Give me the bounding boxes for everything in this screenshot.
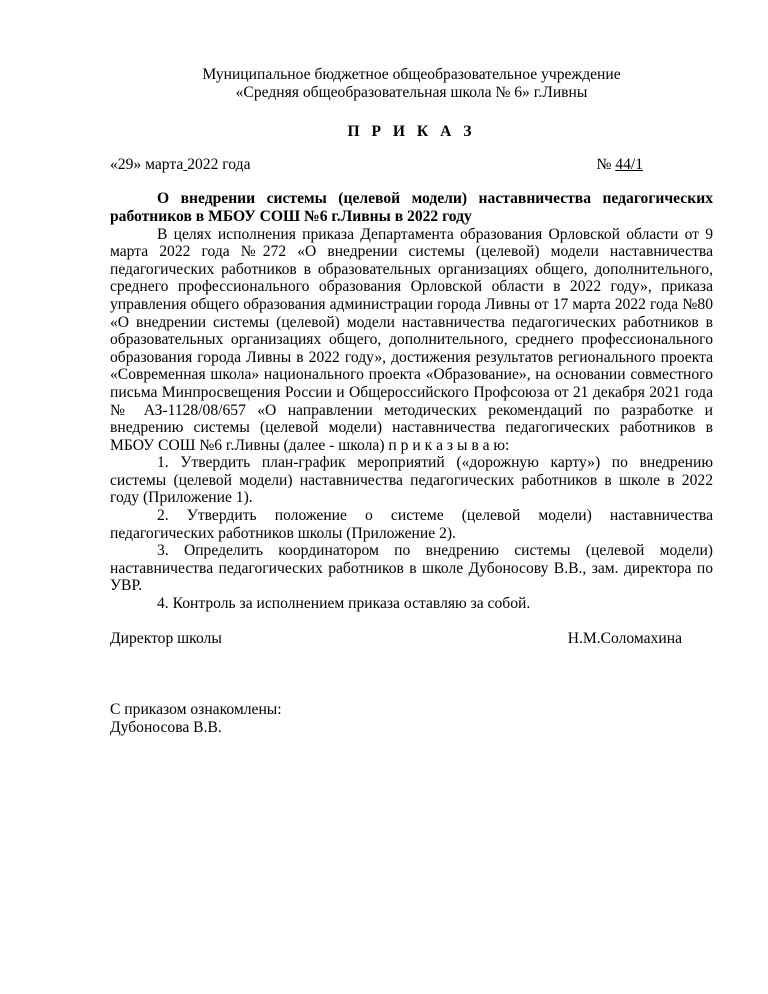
organization-header <box>110 66 713 101</box>
acknowledgement-block <box>110 701 713 736</box>
signature-block <box>110 630 713 648</box>
date-number-line <box>110 156 713 174</box>
order-item-1: 1. Утвердить план-график мероприятий («дорожную карту») по внедрению системы (целевой модели) наставничества педагогических работников в школе в 2022 году (Приложение 1). <box>110 454 713 507</box>
order-number-value: 44/1 <box>615 155 643 173</box>
order-date <box>110 156 251 174</box>
order-preamble: В целях исполнения приказа Департамента образования Орловской области от 9 марта 2022 года №272 «О внедрении системы (целевой) модели наставничества педагогических работников в образовательных организациях общего, дополнительного, среднего профессионального образования Орловской области в 2022 году», приказа управления общего образования администрации города Ливны от 17 марта 2022 года №80 «О внедрении системы (целевой) модели наставничества педагогических работников в образовательных организациях общего, дополнительного, среднего профессионального образования города Ливны в 2022 году», достижения результатов регионального проекта «Современная школа» национального проекта «Образование», на основании совместного письма Минпросвещения России и Общероссийского Профсоюза от 21 декабря 2021 года № АЗ-1128/08/657 «О направлении методических рекомендаций по разработке и внедрению системы (целевой модели) наставничества педагогических работников в МБОУ СОШ №6 г.Ливны (далее - школа) п р и к а з ы в а ю: <box>110 225 713 454</box>
organization-name-line-2: «Средняя общеобразовательная школа № 6» г.Ливны <box>235 83 588 101</box>
order-number <box>596 156 643 174</box>
signatory-name: Н.М.Соломахина <box>567 629 682 647</box>
order-item-4: 4. Контроль за исполнением приказа оставляю за собой. <box>157 595 531 613</box>
order-subject: О внедрении системы (целевой модели) наставничества педагогических работников в МБОУ СОШ №6 г.Ливны в 2022 году <box>110 190 713 225</box>
order-number-prefix: № <box>596 155 616 173</box>
order-date-day-month: «29» марта <box>110 155 184 173</box>
organization-name-line-1: Муниципальное бюджетное общеобразовательное учреждение <box>202 66 621 83</box>
document-type-title: П Р И К А З <box>347 123 476 141</box>
order-date-year: 2022 года <box>187 155 251 173</box>
acknowledged-person: Дубоносова В.В. <box>110 718 222 736</box>
signatory-position: Директор школы <box>110 629 222 647</box>
acknowledgement-label: С приказом ознакомлены: <box>110 701 282 719</box>
order-item-2: 2. Утвердить положение о системе (целевой модели) наставничества педагогических работников школы (Приложение 2). <box>110 507 713 542</box>
order-item-3: 3. Определить координатором по внедрению системы (целевой модели) наставничества педагогических работников в школе Дубоносову В.В., зам. директора по УВР. <box>110 542 713 595</box>
